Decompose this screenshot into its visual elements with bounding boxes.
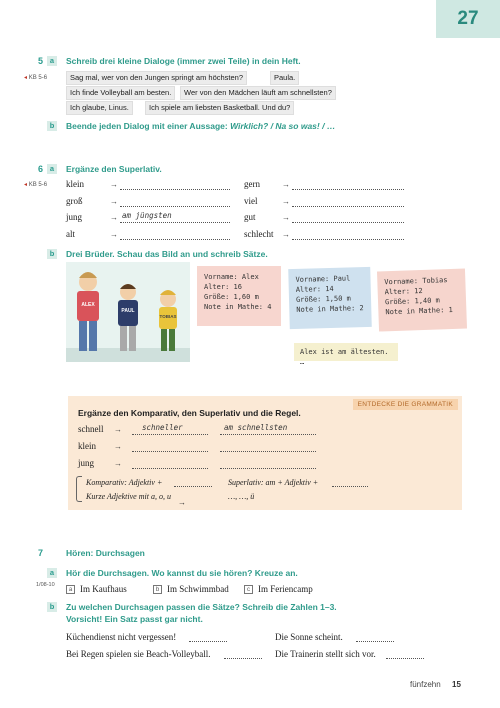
back-arrow-icon: ◂ — [24, 75, 28, 81]
rule-comparative: Komparativ: Adjektiv + — [86, 478, 163, 487]
rule-umlaut: Kurze Adjektive mit a, o, u — [86, 492, 171, 501]
arrow-icon: → — [110, 213, 118, 222]
adjective-word: viel — [244, 196, 258, 206]
kb-reference-6: ◂ KB 5-6 — [24, 182, 48, 188]
comparative-line[interactable] — [132, 451, 208, 452]
answer-line[interactable] — [292, 222, 404, 223]
adjective-word: gut — [244, 212, 256, 222]
exercise-6a-instruction: Ergänze den Superlativ. — [66, 164, 162, 174]
exercise-7a-letter: a — [47, 568, 57, 578]
exercise-6-number: 6 — [38, 164, 44, 174]
dialog-pill: Paula. — [270, 71, 299, 85]
answer-line[interactable] — [120, 189, 230, 190]
arrow-icon: → — [282, 197, 290, 206]
audio-track: 1/08-10 — [36, 582, 55, 588]
arrow-icon: → — [110, 230, 118, 239]
answer-line[interactable] — [120, 206, 230, 207]
exercise-6b-instruction: Drei Brüder. Schau das Bild an und schreib Sätze. — [66, 249, 268, 259]
info-card-paul: Vorname: Paul Alter: 14 Größe: 1,50 m Note in Mathe: 2 — [288, 267, 372, 329]
adjective-word: klein — [66, 179, 84, 189]
exercise-7a-instruction: Hör die Durchsagen. Wo kannst du sie hören? Kreuze an. — [66, 568, 298, 578]
grammar-adjective: jung — [78, 458, 95, 468]
answer-line[interactable] — [292, 189, 404, 190]
arrow-icon: → — [282, 180, 290, 189]
exercise-5a-instruction: Schreib drei kleine Dialoge (immer zwei Teile) in dein Heft. — [66, 56, 301, 66]
sentence: Die Trainerin stellt sich vor. — [275, 649, 376, 659]
grammar-adjective: schnell — [78, 424, 104, 434]
sentence: Bei Regen spielen sie Beach-Volleyball. — [66, 649, 211, 659]
exercise-7-title: Hören: Durchsagen — [66, 548, 145, 558]
dialog-pill: Ich glaube, Linus. — [66, 101, 133, 115]
rule-line[interactable] — [174, 486, 212, 487]
exercise-5a-letter: a — [47, 56, 57, 66]
grammar-box — [68, 396, 462, 510]
dialog-pill: Ich spiele am liebsten Basketball. Und du? — [145, 101, 294, 115]
arrow-icon: → — [282, 230, 290, 239]
option-label: Im Kaufhaus — [80, 584, 127, 594]
dialog-pill: Wer von den Mädchen läuft am schnellsten? — [180, 86, 336, 100]
answer-line[interactable] — [292, 239, 404, 240]
adjective-word: groß — [66, 196, 83, 206]
superlative-example: am schnellsten — [224, 423, 288, 432]
info-card-alex: Vorname: Alex Alter: 16 Größe: 1,60 m Note in Mathe: 4 — [197, 266, 281, 326]
adjective-word: gern — [244, 179, 260, 189]
superlative-line[interactable] — [220, 468, 316, 469]
answer-line[interactable] — [120, 222, 230, 223]
grammar-adjective: klein — [78, 441, 96, 451]
info-card-tobias: Vorname: Tobias Alter: 12 Größe: 1,40 m Note in Mathe: 1 — [377, 268, 467, 331]
dialog-pill: Ich finde Volleyball am besten. — [66, 86, 175, 100]
option-checkbox[interactable]: a — [66, 585, 75, 594]
adjective-word: schlecht — [244, 229, 274, 239]
number-line[interactable] — [224, 658, 262, 659]
exercise-5-number: 5 — [38, 56, 44, 66]
footer-page-number: 15 — [452, 680, 461, 689]
grammar-title: Ergänze den Komparativ, den Superlativ und die Regel. — [78, 408, 301, 418]
arrow-icon: → — [282, 213, 290, 222]
arrow-icon: → — [114, 425, 122, 434]
rule-line[interactable] — [332, 486, 368, 487]
comparative-line[interactable] — [132, 434, 208, 435]
exercise-5b-instruction: Beende jeden Dialog mit einer Aussage: Wirklich? / Na so was! / … — [66, 121, 336, 131]
exercise-5b-letter: b — [47, 121, 57, 131]
exercise-7b-warning: Vorsicht! Ein Satz passt gar nicht. — [66, 614, 203, 624]
option-label: Im Schwimmbad — [167, 584, 229, 594]
exercise-6a-letter: a — [47, 164, 57, 174]
exercise-7-number: 7 — [38, 548, 44, 558]
answer-line[interactable] — [120, 239, 230, 240]
exercise-7b-letter: b — [47, 602, 57, 612]
comparative-example: schneller — [142, 423, 183, 432]
superlative-line[interactable] — [220, 451, 316, 452]
answer-line[interactable] — [292, 206, 404, 207]
sentence: Die Sonne scheint. — [275, 632, 343, 642]
arrow-icon: → — [178, 498, 186, 507]
answer-example-note: Alex ist am ältesten. … — [294, 343, 398, 361]
option-label: Im Feriencamp — [258, 584, 313, 594]
option-checkbox[interactable]: c — [244, 585, 253, 594]
number-line[interactable] — [189, 641, 227, 642]
shirt-label-alex: ALEX — [81, 302, 95, 308]
grammar-tag: ENTDECKE DIE GRAMMATIK — [353, 399, 458, 410]
rule-umlaut-answer: …, …, ü — [228, 492, 255, 501]
shirt-label-tobias: TOBIAS — [159, 314, 177, 319]
back-arrow-icon: ◂ — [24, 182, 28, 188]
shirt-label-paul: PAUL — [121, 308, 135, 314]
adjective-word: jung — [66, 212, 83, 222]
arrow-icon: → — [114, 459, 122, 468]
exercise-6b-letter: b — [47, 249, 57, 259]
adjective-word: alt — [66, 229, 75, 239]
superlative-line[interactable] — [220, 434, 316, 435]
three-brothers-illustration — [66, 262, 190, 362]
comparative-line[interactable] — [132, 468, 208, 469]
rule-superlative: Superlativ: am + Adjektiv + — [228, 478, 319, 487]
example-answer: am jüngsten — [122, 211, 172, 220]
arrow-icon: → — [110, 197, 118, 206]
number-line[interactable] — [356, 641, 394, 642]
exercise-7b-instruction: Zu welchen Durchsagen passen die Sätze? Schreib die Zahlen 1–3. — [66, 602, 337, 612]
number-line[interactable] — [386, 658, 424, 659]
rule-bracket — [76, 476, 82, 502]
option-checkbox[interactable]: b — [153, 585, 162, 594]
dialog-pill: Sag mal, wer von den Jungen springt am höchsten? — [66, 71, 247, 85]
sentence: Küchendienst nicht vergessen! — [66, 632, 177, 642]
arrow-icon: → — [110, 180, 118, 189]
page-badge: 27 — [436, 0, 500, 38]
footer-page-word: fünfzehn — [410, 680, 441, 689]
kb-reference-5: ◂ KB 5-6 — [24, 75, 48, 81]
arrow-icon: → — [114, 442, 122, 451]
